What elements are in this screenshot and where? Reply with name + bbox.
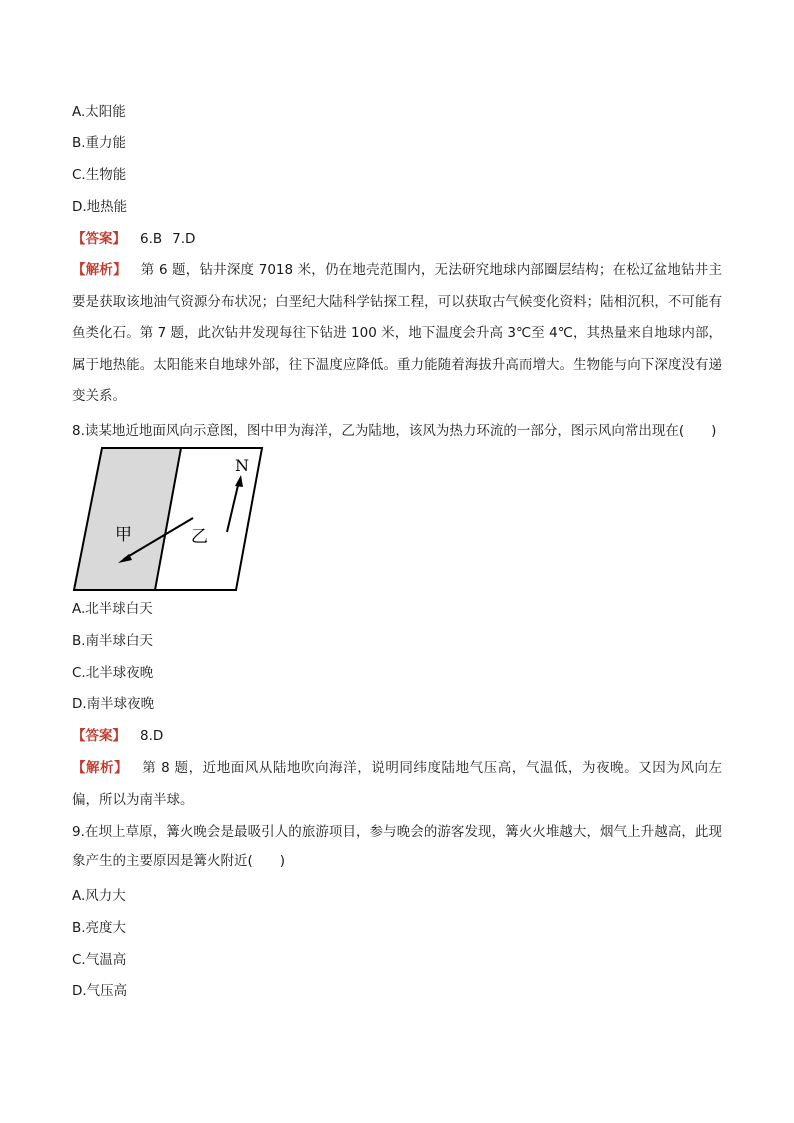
q9-option-b: B.亮度大 <box>72 920 127 936</box>
analysis-block-2 <box>72 753 722 816</box>
answer-item: 7.D <box>172 231 196 247</box>
answer-item: 8.D <box>140 728 164 744</box>
q7-option-b: B.重力能 <box>72 135 127 151</box>
north-label: N <box>235 456 249 475</box>
analysis-tag: 【解析】 <box>72 262 127 278</box>
answer-block-1 <box>72 229 205 249</box>
analysis-text: 第 8 题，近地面风从陆地吹向海洋，说明同纬度陆地气压高，气温低，为夜晚。又因为风向左偏，所以为南半球。 <box>72 760 723 808</box>
q8-option-b: B.南半球白天 <box>72 633 154 649</box>
q7-option-a: A.太阳能 <box>72 104 126 120</box>
land-label: 乙 <box>191 527 208 547</box>
answer-tag: 【答案】 <box>72 231 126 247</box>
analysis-block-1 <box>72 255 722 413</box>
q9-option-a: A.风力大 <box>72 888 126 904</box>
answer-block-2 <box>72 726 173 746</box>
q9-option-c: C.气温高 <box>72 952 127 968</box>
north-arrow-head <box>235 475 243 487</box>
wind-direction-diagram <box>70 446 270 594</box>
q8-option-a: A.北半球白天 <box>72 601 153 617</box>
sea-label: 甲 <box>115 525 132 545</box>
q7-option-d: D.地热能 <box>72 199 128 215</box>
analysis-tag: 【解析】 <box>72 760 129 776</box>
q7-option-c: C.生物能 <box>72 167 127 183</box>
answer-item: 6.B <box>140 231 163 247</box>
q9-option-d: D.气压高 <box>72 983 128 999</box>
analysis-text: 第 6 题，钻井深度 7018 米，仍在地壳范围内，无法研究地球内部圈层结构；在松辽盆地钻井主要是获取该地油气资源分布状况；白垩纪大陆科学钻探工程，可以获取古气候变化资料；陆相沉积，不可能有鱼类化石。第 7 题，此次钻井发现每往下钻进 100 米，地下温度会升高 3℃至 4℃，其热量来自地球内部，属于地热能。太阳能来自地球外部，往下温度应降低。重力能随着海拔升高而增大。生物能与向下深度没有递变关系。 <box>72 262 722 404</box>
q8-option-d: D.南半球夜晚 <box>72 696 155 712</box>
answer-tag: 【答案】 <box>72 728 126 744</box>
q9-stem: 9.在坝上草原，篝火晚会是最吸引人的旅游项目，参与晚会的游客发现，篝火火堆越大，烟气上升越高，此现象产生的主要原因是篝火附近( ) <box>72 824 722 869</box>
q8-option-c: C.北半球夜晚 <box>72 665 154 681</box>
sea-area <box>74 448 181 590</box>
north-arrow <box>227 481 239 532</box>
q8-stem: 8.读某地近地面风向示意图，图中甲为海洋，乙为陆地，该风为热力环流的一部分，图示风向常出现在( ) <box>72 423 717 439</box>
